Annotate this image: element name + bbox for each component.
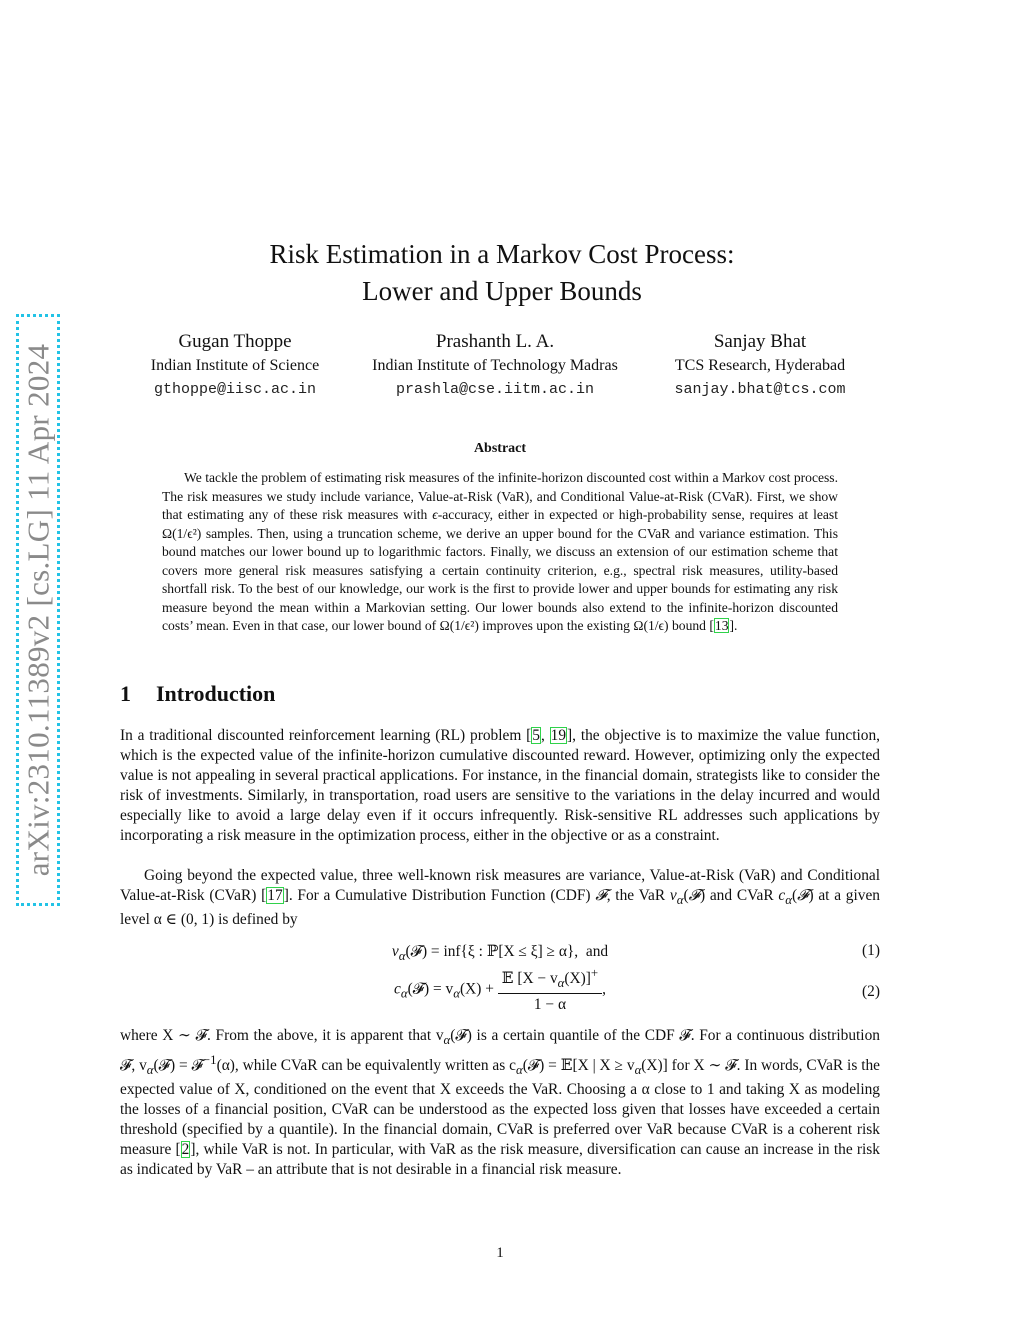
- author-1: [130, 330, 340, 402]
- author-email[interactable]: sanjay.bhat@tcs.com: [674, 381, 846, 398]
- author-email[interactable]: gthoppe@iisc.ac.in: [153, 381, 317, 398]
- citation-link[interactable]: 13: [714, 618, 729, 633]
- math-subscript: α: [443, 1033, 451, 1048]
- paragraph-text: (𝓕) is a certain quantile of the CDF 𝓕. For a continuous distribution 𝓕, v: [120, 1027, 880, 1075]
- math-symbol: 𝓕: [797, 887, 809, 904]
- author-name: Gugan Thoppe: [178, 331, 292, 352]
- author-affiliation: Indian Institute of Technology Madras: [372, 357, 618, 374]
- paragraph-2: Going beyond the expected value, three well-known risk measures are variance, Value-at-Risk (VaR) and Conditional Value-at-Risk (CVaR) [17]. For a Cumulative Distribution Function (CDF) 𝓕, the VaR $v_\alpha(𝓕)$ and CVaR $c_\alpha(𝓕)$ at a given level α ∈ (0, 1) is defined by: [120, 867, 880, 929]
- equation-tail: ,: [602, 980, 606, 998]
- math-subscript: α: [557, 976, 565, 991]
- author-name: Sanjay Bhat: [713, 331, 807, 352]
- math-subscript: α: [453, 986, 460, 1001]
- author-name: Prashanth L. A.: [435, 331, 555, 352]
- math-bound: Ω(1/ϵ): [633, 618, 669, 633]
- math-superscript: +: [590, 966, 599, 980]
- math-epsilon: ϵ: [432, 507, 438, 522]
- math-symbol: v: [669, 887, 677, 904]
- math-expression: (X)]: [564, 970, 591, 988]
- equation-1: [120, 942, 880, 964]
- title-line-2: Lower and Upper Bounds: [362, 276, 642, 306]
- author-affiliation: Indian Institute of Science: [150, 357, 320, 374]
- abstract-heading: Abstract: [473, 441, 527, 456]
- fraction: [498, 966, 602, 1014]
- abstract-text: improves upon the existing: [478, 618, 634, 633]
- abstract-text: -accuracy, either in expected or high-probability sense, requires at least: [437, 507, 838, 522]
- math-subscript: α: [785, 893, 792, 908]
- paragraph-text: where X ∼ 𝓕. From the above, it is apparent that v: [120, 1027, 444, 1044]
- paragraph-text: ]. For a Cumulative Distribution Function (CDF): [283, 887, 596, 904]
- paragraph-text: (𝓕) = 𝔼[X | X ≥ v: [522, 1057, 635, 1075]
- equation-number: (1): [862, 942, 880, 959]
- equation-formula: [120, 942, 880, 964]
- paragraph-text: Going beyond the expected value, three well-known risk measures are variance, Value-at-Risk (VaR) and Conditional Value-at-Risk (CVaR) [: [120, 867, 880, 904]
- abstract-body: [162, 469, 838, 636]
- equation-formula: [120, 966, 880, 1014]
- paragraph-3: [120, 1026, 880, 1180]
- math-subscript: α: [634, 1063, 642, 1078]
- fraction-numerator: [498, 966, 602, 994]
- paragraph-text: is defined by: [214, 911, 298, 929]
- author-affiliation: TCS Research, Hyderabad: [674, 357, 846, 374]
- math-subscript: α: [676, 893, 684, 908]
- paragraph-text: In a traditional discounted reinforcement learning (RL) problem [: [120, 727, 532, 744]
- abstract-text: bound [: [668, 618, 714, 633]
- math-expression: (𝓕) = v: [407, 980, 454, 998]
- abstract-text: ].: [729, 618, 738, 633]
- citation-link[interactable]: 19: [550, 727, 567, 744]
- equation-2: [120, 966, 880, 1016]
- math-symbol: c: [394, 980, 401, 998]
- math-symbol: 𝓕: [595, 887, 607, 904]
- citation-link[interactable]: 17: [267, 887, 283, 904]
- math-inline: α ∈ (0, 1): [153, 911, 215, 929]
- author-email[interactable]: prashla@cse.iitm.ac.in: [395, 381, 595, 398]
- math-bound: Ω(1/ϵ²): [439, 618, 479, 633]
- paragraph-text: at a given level: [120, 887, 880, 929]
- paragraph-text: and CVaR: [705, 887, 779, 904]
- math-expression: (𝓕) = inf{ξ : ℙ[X ≤ ξ] ≥ α},: [405, 943, 579, 960]
- paragraph-text: ], the objective is to maximize the value function, which is the expected value of the infinite-horizon cumulative discounted reward. However, optimizing only the expected value is not appealing in several practical applications. For instance, in the financial domain, strategists like to consider the risk of investments. Similarly, in transportation, road users are sensitive to the variations in the delay incurred and would especially like to avoid a large delay even if it occurs infrequently. Risk-sensitive RL addresses such applications by incorporating a risk measure in the optimization process, either in the objective or as a constraint.: [120, 727, 880, 844]
- paragraph-text: , the VaR: [606, 887, 670, 904]
- arxiv-identifier-stamp: [16, 314, 60, 906]
- equation-number: (2): [862, 983, 880, 1000]
- math-subscript: α: [398, 949, 406, 964]
- paragraph-text: ], while VaR is not. In particular, with VaR as the risk measure, diversification can cause an increase in the risk as indicated by VaR – an attribute that is not desirable in a financial risk measure.: [120, 1141, 880, 1179]
- author-3: [655, 330, 865, 402]
- author-2: [355, 330, 635, 402]
- abstract-text: samples. Then, using a truncation scheme, we derive an upper bound for the CVaR and variance estimation. This bound matches our lower bound up to logarithmic factors. Finally, we discuss an extension of our estimation scheme that covers more general risk measures satisfying a certain continuity criterion, e.g., spectral risk measures, utility-based shortfall risk. To the best of our knowledge, our work is the first to provide lower and upper bounds for estimating any risk measure beyond the mean within a Markovian setting. Our lower bounds also extend to the infinite-horizon discounted costs’ mean. Even in that case, our lower bound of: [162, 525, 838, 633]
- paragraph-text: ,: [540, 727, 550, 744]
- math-symbol: 𝓕: [688, 887, 700, 904]
- paragraph-1: [120, 726, 880, 846]
- section-heading: [120, 681, 275, 707]
- math-superscript: −1: [202, 1053, 217, 1068]
- title-line-1: Risk Estimation in a Markov Cost Process:: [269, 239, 735, 269]
- math-bound: Ω(1/ϵ²): [162, 525, 202, 541]
- paragraph-text: (𝓕) = 𝓕: [153, 1057, 203, 1075]
- arxiv-id-text: arXiv:2310.11389v2 [cs.LG] 11 Apr 2024: [20, 343, 55, 877]
- paragraph-text: (X)] for X ∼ 𝓕. In words, CVaR is the expected value of X, conditioned on the event that X exceeds the VaR. Choosing a α close to 1 and taking X as modeling the losses of a financial position, CVaR can be understood as the expected loss given that losses have exceeded a certain threshold (specified by a quantile). In the financial domain, CVaR is preferred over VaR because CVaR is a coherent risk measure [: [120, 1057, 880, 1159]
- math-subscript: α: [146, 1063, 154, 1078]
- citation-link[interactable]: 2: [181, 1141, 190, 1159]
- math-subscript: α: [400, 986, 408, 1001]
- section-number: 1: [120, 681, 131, 706]
- math-symbol: c: [778, 887, 786, 904]
- math-subscript: α: [515, 1063, 523, 1078]
- section-title: Introduction: [156, 681, 276, 706]
- citation-link[interactable]: 5: [532, 727, 540, 744]
- math-symbol: v: [391, 943, 399, 960]
- abstract-text: We tackle the problem of estimating risk measures of the infinite-horizon discounted cost within a Markov cost process. The risk measures we study include variance, Value-at-Risk (VaR), and Conditional Value-at-Risk (CVaR). First, we show that estimating any of these risk measures with: [162, 470, 838, 522]
- paper-title: [0, 236, 1004, 310]
- math-expression: (X) +: [460, 980, 494, 998]
- equation-tail: and: [585, 943, 609, 960]
- page-number: 1: [496, 1245, 504, 1261]
- math-expression: 𝔼 [X − v: [501, 970, 558, 988]
- paragraph-text: (α), while CVaR can be equivalently written as c: [216, 1057, 516, 1075]
- fraction-denominator: 1 − α: [533, 996, 567, 1014]
